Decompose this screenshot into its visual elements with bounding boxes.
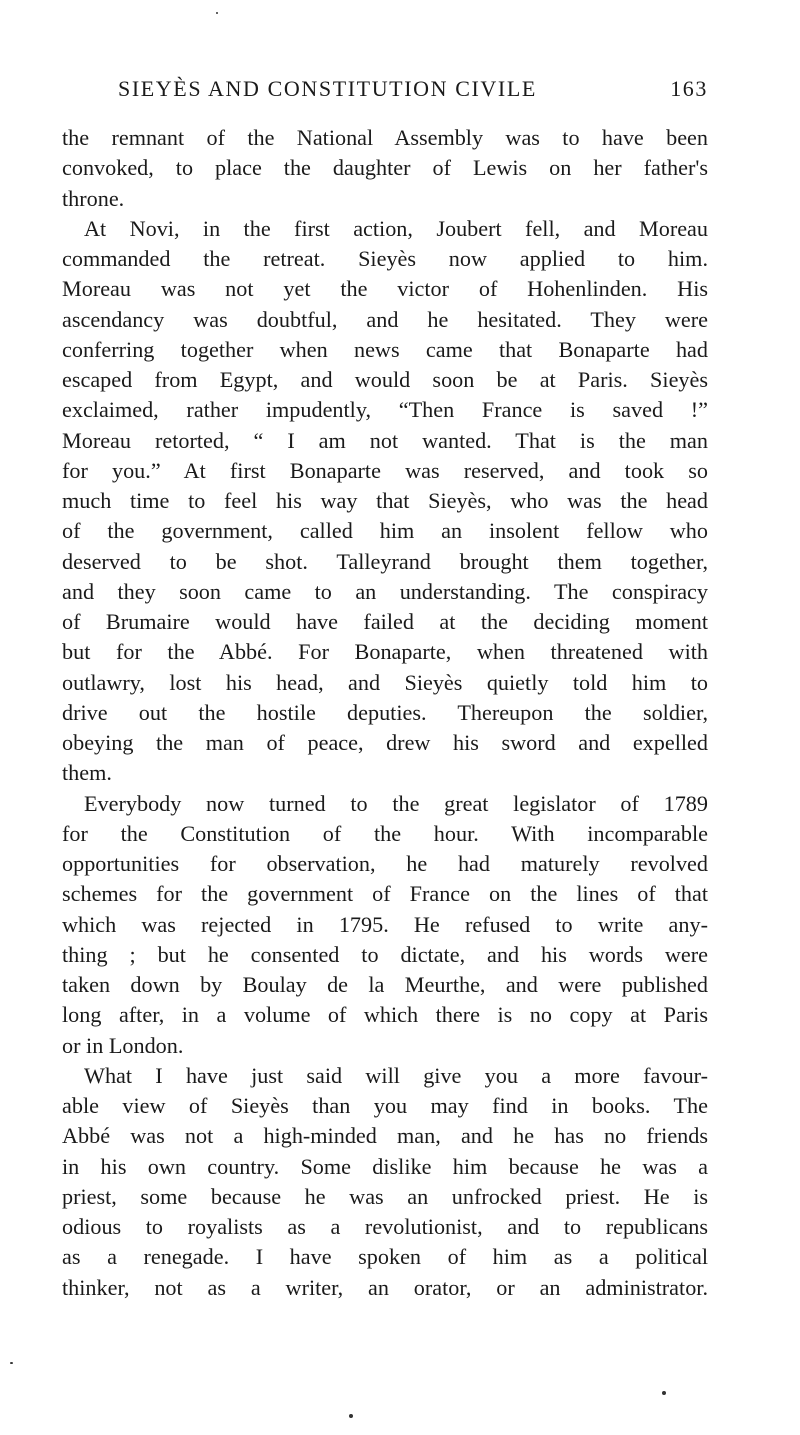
text-line: throne.	[62, 185, 125, 211]
running-title: SIEYÈS AND CONSTITUTION CIVILE	[118, 76, 537, 101]
text-line: odious to royalists as a revolutionist, and to republicans	[62, 1214, 708, 1239]
body-text	[62, 123, 708, 1303]
text-line: outlawry, lost his head, and Sieyès quietly told him to	[62, 669, 708, 695]
text-line: for the Constitution of the hour. With incomparable	[62, 820, 708, 846]
text-line: obeying the man of peace, drew his sword and expelled	[62, 730, 708, 755]
text-line: schemes for the government of France on the lines of that	[62, 881, 708, 907]
text-line: drive out the hostile deputies. Thereupon the soldier,	[62, 699, 708, 725]
text-line: opportunities for observation, he had maturely revolved	[62, 851, 708, 876]
text-line: Moreau was not yet the victor of Hohenlinden. His	[62, 276, 708, 302]
text-line: exclaimed, rather impudently, “Then France is saved !”	[62, 397, 708, 423]
text-line: which was rejected in 1795. He refused to write any-	[62, 911, 708, 937]
text-line: escaped from Egypt, and would soon be at Paris. Sieyès	[62, 367, 708, 392]
specks	[349, 1414, 353, 1418]
text-line: At Novi, in the first action, Joubert fell, and Moreau	[84, 215, 708, 241]
specks	[216, 12, 218, 14]
text-line: thinker, not as a writer, an orator, or an administrator.	[62, 1274, 708, 1300]
text-line: convoked, to place the daughter of Lewis on her father's	[62, 155, 708, 181]
text-line: of Brumaire would have failed at the deciding moment	[62, 609, 708, 634]
text-line: long after, in a volume of which there is no copy at Paris	[62, 1002, 708, 1028]
text-line: much time to feel his way that Sieyès, who was the head	[62, 488, 708, 513]
text-line: for you.” At first Bonaparte was reserved, and took so	[62, 457, 708, 483]
running-header	[118, 76, 708, 102]
text-line: the remnant of the National Assembly was to have been	[62, 125, 708, 150]
specks	[662, 1391, 666, 1395]
page-number: 163	[670, 76, 708, 101]
text-line: What I have just said will give you a more favour-	[84, 1062, 708, 1088]
text-line: deserved to be shot. Talleyrand brought them together,	[62, 548, 708, 574]
text-line: conferring together when news came that Bonaparte had	[62, 336, 708, 362]
text-line: as a renegade. I have spoken of him as a political	[62, 1244, 708, 1270]
text-line: and they soon came to an understanding. The conspiracy	[62, 578, 708, 604]
text-line: taken down by Boulay de la Meurthe, and were published	[62, 972, 708, 997]
text-line: priest, some because he was an unfrocked priest. He is	[62, 1183, 708, 1209]
text-line: but for the Abbé. For Bonaparte, when threatened with	[62, 639, 708, 665]
text-line: able view of Sieyès than you may find in books. The	[62, 1093, 708, 1118]
text-line: ascendancy was doubtful, and he hesitated. They were	[62, 306, 708, 332]
specks	[10, 1362, 13, 1364]
text-line: thing ; but he consented to dictate, and his words were	[62, 941, 708, 967]
text-line: Moreau retorted, “ I am not wanted. That is the man	[62, 427, 708, 453]
text-line: in his own country. Some dislike him because he was a	[62, 1153, 708, 1179]
text-line: Everybody now turned to the great legislator of 1789	[84, 790, 708, 816]
text-line: Abbé was not a high-minded man, and he has no friends	[62, 1123, 708, 1149]
text-line: or in London.	[62, 1032, 184, 1058]
text-line: of the government, called him an insolent fellow who	[62, 518, 708, 544]
text-line: commanded the retreat. Sieyès now applied to him.	[62, 246, 708, 271]
text-line: them.	[62, 760, 112, 786]
